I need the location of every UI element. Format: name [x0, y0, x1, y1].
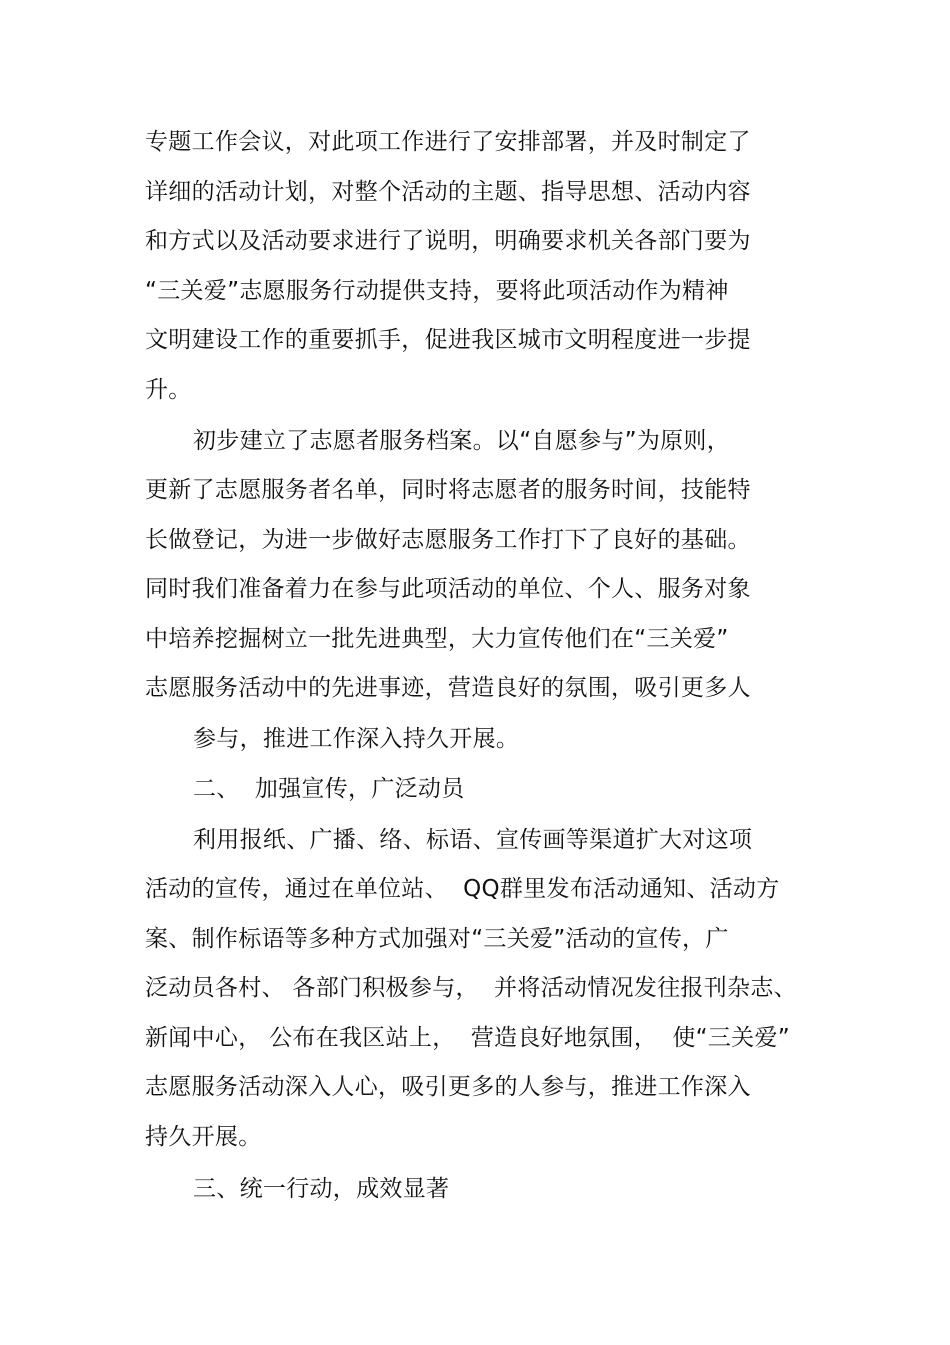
paragraph-line: 详细的活动计划，对整个活动的主题、指导思想、活动内容 [145, 179, 751, 205]
paragraph-line: 利用报纸、广播、络、标语、宣传画等渠道扩大对这项 [193, 827, 753, 853]
section-heading: 二、 加强宣传，广泛动员 [193, 776, 465, 802]
paragraph-line: 案、制作标语等多种方式加强对“三关爱”活动的宣传，广 [145, 926, 729, 952]
paragraph-line: 同时我们准备着力在参与此项活动的单位、个人、服务对象 [145, 576, 751, 602]
paragraph-line: 志愿服务活动中的先进事迹，营造良好的氛围，吸引更多人 [145, 675, 751, 701]
paragraph-line: 持久开展。 [145, 1124, 262, 1150]
paragraph-line: 新闻中心， 公布在我区站上， 营造良好地氛围， 使“三关爱” [145, 1025, 790, 1051]
paragraph-line: 专题工作会议，对此项工作进行了安排部署，并及时制定了 [145, 129, 751, 155]
section-heading: 三、统一行动，成效显著 [193, 1176, 450, 1202]
paragraph-line: 升。 [145, 377, 192, 403]
paragraph-line: 泛动员各村、 各部门积极参与， 并将活动情况发往报刊杂志、 [145, 975, 797, 1001]
paragraph-line: “三关爱”志愿服务行动提供支持，要将此项活动作为精神 [145, 278, 729, 304]
paragraph-line: 初步建立了志愿者服务档案。以“自愿参与”为原则， [193, 428, 731, 454]
paragraph-line: 长做登记，为进一步做好志愿服务工作打下了良好的基础。 [145, 527, 751, 553]
paragraph-line: 文明建设工作的重要抓手，促进我区城市文明程度进一步提 [145, 327, 751, 353]
paragraph-line: 和方式以及活动要求进行了说明，明确要求机关各部门要为 [145, 228, 751, 254]
paragraph-line: 中培养挖掘树立一批先进典型，大力宣传他们在“三关爱” [145, 626, 729, 652]
paragraph-line: 更新了志愿服务者名单，同时将志愿者的服务时间，技能特 [145, 477, 751, 503]
paragraph-line: 参与，推进工作深入持久开展。 [193, 726, 520, 752]
paragraph-line: 活动的宣传，通过在单位站、 QQ群里发布活动通知、活动方 [145, 876, 780, 902]
paragraph-line: 志愿服务活动深入人心，吸引更多的人参与，推进工作深入 [145, 1074, 751, 1100]
